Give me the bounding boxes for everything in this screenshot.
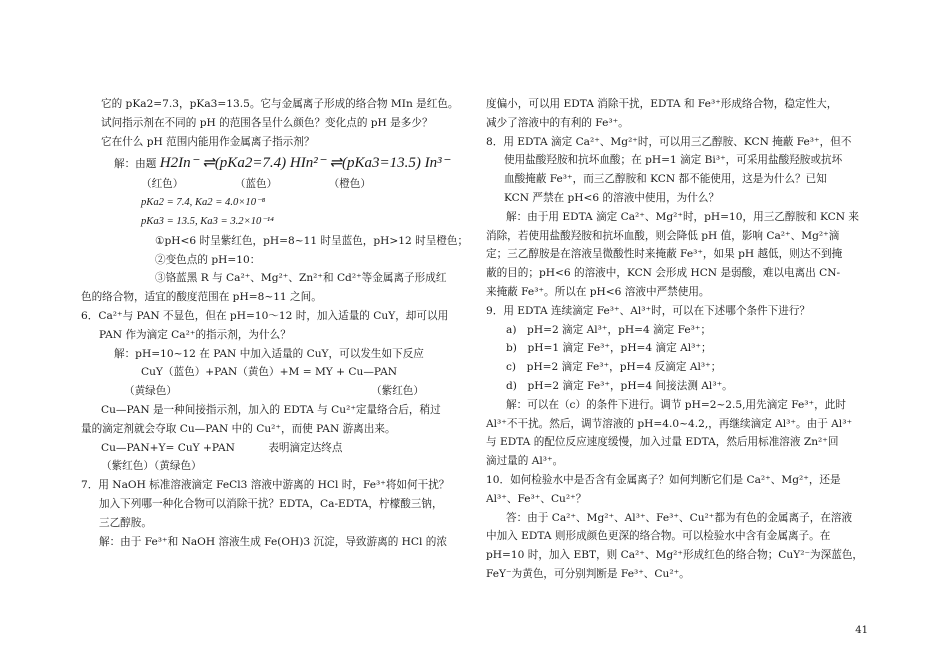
solution-9: 解：可以在（c）的条件下进行。调节 pH=2~2.5,用先滴定 Fe³⁺，此时 (506, 398, 846, 411)
option-b: b) pH=1 滴定 Fe³⁺，pH=4 滴定 Al³⁺； (506, 342, 712, 355)
text-line: 减少了溶液中的有利的 Fe³⁺。 (486, 116, 629, 129)
species-colors (81, 175, 371, 194)
option-d: d) pH=2 滴定 Fe³⁺，pH=4 间接法测 Al³⁺。 (506, 379, 733, 392)
reaction-equation: CuY（蓝色）+PAN（黄色）+M = MY + Cu—PAN (141, 366, 398, 379)
question-6-cont: PAN 作为滴定 Ca²⁺的指示剂，为什么？ (99, 328, 291, 341)
question-8: 8．用 EDTA 滴定 Ca²⁺、Mg²⁺时，可以用三乙醇胺、KCN 掩蔽 Fe³⁺，但不 (486, 135, 852, 148)
answer-1: ①pH<6 时呈紫红色，pH=8~11 时呈蓝色，pH>12 时呈橙色； (155, 234, 469, 247)
text-line: 量的滴定剂就会夺取 Cu—PAN 中的 Cu²⁺，而使 PAN 游离出来。 (81, 422, 396, 435)
answer-3: ③铬蓝黑 R 与 Ca²⁺、Mg²⁺、Zn²⁺和 Cd²⁺等金属离子形成红 (155, 272, 447, 285)
endpoint-equation (81, 439, 476, 458)
equation-text: Cu—PAN+Y= CuY +PAN (101, 441, 235, 454)
color-label-red: （红色） (141, 178, 184, 191)
question-8-cont: 使用盐酸羟胺和抗坏血酸；在 pH=1 滴定 Bi³⁺，可采用盐酸羟胺或抗坏 (504, 154, 843, 167)
question-7-cont: 加入下列哪一种化合物可以消除干扰？EDTA，Ca-EDTA，柠檬酸三钠， (99, 497, 443, 510)
answer-10: 答：由于 Ca²⁺、Mg²⁺、Al³⁺、Fe³⁺、Cu²⁺都为有色的金属离子，在溶液 (506, 511, 853, 524)
text-line: 度偏小，可以用 EDTA 消除干扰，EDTA 和 Fe³⁺形成络合物，稳定性大， (486, 98, 838, 110)
question-10-cont: Al³⁺、Fe³⁺、Cu²⁺？ (486, 492, 587, 505)
page-number: 41 (855, 625, 868, 636)
reaction-colors (81, 382, 424, 401)
solution-6: 解：pH=10~12 在 PAN 中加入适量的 CuY，可以发生如下反应 (114, 347, 424, 360)
question-7: 7．用 NaOH 标准溶液滴定 FeCl3 溶液中游离的 HCl 时，Fe³⁺将如何干扰？ (81, 479, 450, 492)
question-8-cont: KCN 严禁在 pH<6 的溶液中使用，为什么？ (504, 191, 720, 204)
text-line: 蔽的目的；pH<6 的溶液中，KCN 会形成 HCN 是弱酸，难以电离出 CN- (486, 267, 841, 280)
solution-prefix: 解：由题 (114, 158, 157, 171)
color-label: （黄绿色） (124, 385, 177, 398)
text-line: 定；三乙醇胺是在溶液呈微酸性时来掩蔽 Fe³⁺，如果 pH 越低，则达不到掩 (486, 248, 843, 261)
question-10: 10．如何检验水中是否含有金属离子？如何判断它们是 Ca²⁺、Mg²⁺，还是 (486, 473, 841, 486)
text-line: 中加入 EDTA 则形成颜色更深的络合物。可以检验水中含有金属离子。在 (486, 530, 831, 543)
color-label-orange: （橙色） (328, 178, 371, 191)
color-labels: （紫红色）（黄绿色） (101, 460, 202, 473)
text-line: pH=10 时，加入 EBT，则 Ca²⁺、Mg²⁺形成红色的络合物；CuY²⁻为深蓝色， (486, 549, 864, 562)
text-line: 它的 pKa2=7.3，pKa3=13.5。它与金属离子形成的络合物 MIn 是红色。 (101, 98, 459, 110)
question-6: 6．Ca²⁺与 PAN 不显色，但在 pH=10～12 时，加入适量的 CuY，却可以用 (81, 309, 449, 322)
text-line: 与 EDTA 的配位反应速度缓慢，加入过量 EDTA，然后用标准溶液 Zn²⁺回 (486, 436, 839, 449)
text-line: Al³⁺不干扰。然后，调节溶液的 pH=4.0~4.2,，再继续滴定 Al³⁺。由于 Al³⁺ (486, 417, 853, 430)
question-8-cont: 血酸掩蔽 Fe³⁺，而三乙醇胺和 KCN 都不能使用，这是为什么？已知 (504, 173, 827, 186)
text-line: FeY⁻为黄色，可分别判断是 Fe³⁺、Cu²⁺。 (486, 567, 690, 580)
text-line: 它在什么 pH 范围内能用作金属离子指示剂？ (101, 135, 315, 148)
option-a: a) pH=2 滴定 Al³⁺，pH=4 滴定 Fe³⁺； (506, 323, 712, 336)
equation-pka2: pKa2 = 7.4, Ka2 = 4.0×10⁻⁸ (141, 197, 266, 209)
right-column (486, 95, 868, 584)
text-line: 消除，若使用盐酸羟胺和抗坏血酸，则会降低 pH 值，影响 Ca²⁺、Mg²⁺滴 (486, 229, 840, 242)
color-label-blue: （蓝色） (234, 178, 278, 191)
text-line: Cu—PAN 是一种间接指示剂，加入的 EDTA 与 Cu²⁺定量络合后，稍过 (101, 403, 441, 416)
equation-pka3: pKa3 = 13.5, Ka3 = 3.2×10⁻¹⁴ (141, 215, 274, 227)
question-9: 9．用 EDTA 连续滴定 Fe³⁺、Al³⁺时，可以在下述哪个条件下进行？ (486, 304, 811, 317)
text-line: 滴过量的 Al³⁺。 (486, 455, 564, 468)
text-line: 来掩蔽 Fe³⁺。所以在 pH<6 溶液中严禁使用。 (486, 285, 710, 298)
question-7-cont: 三乙醇胺。 (99, 516, 152, 529)
left-column (81, 95, 476, 551)
equation-formula: H2In⁻ ⇌(pKa2=7.4) HIn²⁻ ⇌(pKa3=13.5) In³⁻ (159, 155, 450, 172)
option-c: c) pH=2 滴定 Fe³⁺，pH=4 反滴定 Al³⁺； (506, 361, 722, 374)
answer-2: ②变色点的 pH=10： (155, 253, 261, 266)
text-line: 试问指示剂在不同的 pH 的范围各呈什么颜色？变化点的 pH 是多少？ (101, 116, 433, 129)
solution-8: 解：由于用 EDTA 滴定 Ca²⁺、Mg²⁺时，pH=10，用三乙醇胺和 KCN 来 (506, 210, 859, 223)
solution-7: 解：由于 Fe³⁺和 NaOH 溶液生成 Fe(OH)3 沉淀，导致游离的 HCl 的浓 (99, 535, 447, 548)
equation-note: 表明滴定达终点 (268, 441, 343, 454)
text-line: 色的络合物，适宜的酸度范围在 pH=8~11 之间。 (81, 291, 322, 304)
equilibrium-equation (81, 151, 476, 175)
color-label: （紫红色） (371, 385, 424, 398)
